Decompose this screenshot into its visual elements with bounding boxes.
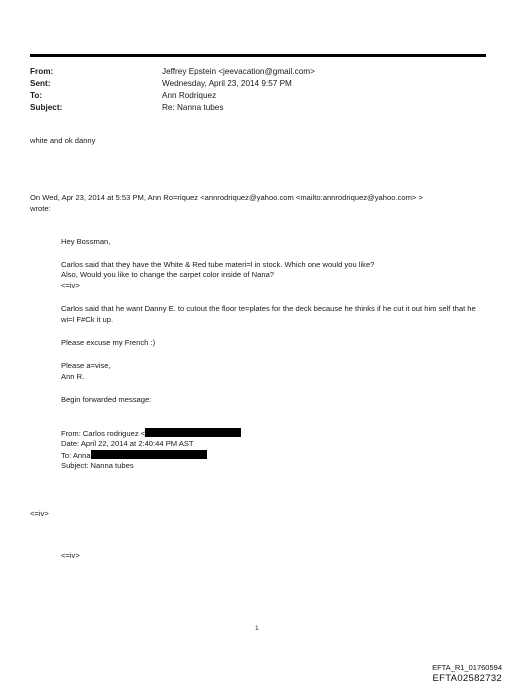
sent-value: Wednesday, April 23, 2014 9:57 PM [162,79,292,88]
page-number: 1 [255,625,259,632]
from-label: From: [30,67,54,76]
greeting: Hey Bossman, [61,237,111,246]
doc-id-primary: EFTA_R1_01760594 [432,663,502,672]
div-tag-1: <=iv> [30,509,49,518]
forward-subject: Subject: Nanna tubes [61,461,134,470]
redaction-bar [91,450,207,459]
forward-to [61,450,207,462]
div-tag-2: <=iv> [61,551,80,560]
from-value: Jeffrey Epstein <jeevacation@gmail.com> [162,67,315,76]
redaction-bar [145,428,241,437]
quote-header-line2: wrote: [30,204,51,213]
subject-value: Re: Nanna tubes [162,103,224,112]
to-value: Ann Rodriquez [162,91,217,100]
signoff-line1: Please a=vise, [61,361,111,370]
para1-line2: Also, Would you like to change the carpet color inside of Nana? [61,270,275,279]
para3: Please excuse my French :) [61,338,156,347]
doc-id-secondary: EFTA02582732 [432,673,502,684]
signoff-line2: Ann R. [61,372,85,381]
header-rule [30,54,486,57]
quote-header-line1: On Wed, Apr 23, 2014 at 5:53 PM, Ann Ro=riquez <annrodriquez@yahoo.com <mailto:annrodriquez@yahoo.com> > [30,193,423,202]
forwarded-heading: Begin forwarded message: [61,395,152,404]
para2: Carlos said that he want Danny E. to cutout the floor te=plates for the deck because he thinks if he cut it out him self that he wi=l F#Ck it up. [61,304,476,324]
forward-date: Date: April 22, 2014 at 2:40:44 PM AST [61,439,194,448]
to-label: To: [30,91,43,100]
forward-to-text: To: Anna [61,451,91,460]
forward-from-text: From: Carlos rodriguez < [61,429,146,438]
para1-line3: <=iv> [61,281,80,290]
sent-label: Sent: [30,79,51,88]
para1-line1: Carlos said that they have the White & Red tube materi=l in stock. Which one would you like? [61,260,375,269]
forward-from [61,428,241,440]
subject-label: Subject: [30,103,63,112]
reply-text: white and ok danny [30,136,96,145]
